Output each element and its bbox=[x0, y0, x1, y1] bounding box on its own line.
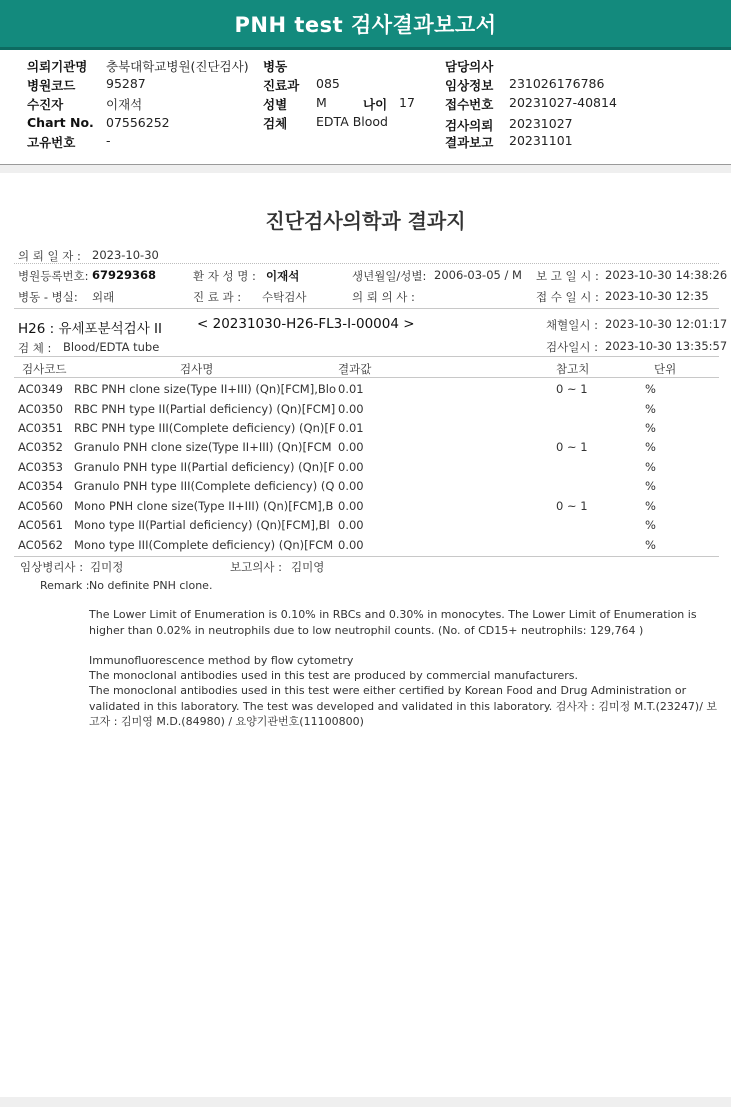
pathologist-label: 임상병리사 : bbox=[20, 560, 84, 574]
table-top-line bbox=[14, 356, 719, 357]
page-bottom-band bbox=[0, 1097, 731, 1107]
table-row bbox=[0, 460, 731, 479]
row-unit: % bbox=[645, 421, 656, 435]
hospital-code-label: 병원코드 bbox=[27, 78, 76, 93]
request-date-label-2: 의 뢰 일 자 : bbox=[18, 249, 81, 263]
hospital-label: 의뢰기관명 bbox=[27, 59, 88, 74]
row-test-name: RBC PNH clone size(Type II+III) (Qn)[FCM],Blo bbox=[74, 382, 336, 396]
row-result: 0.00 bbox=[338, 479, 364, 493]
ward-room-label: 병동 - 병실: bbox=[18, 290, 78, 304]
test-time-label: 검사일시 : bbox=[546, 340, 598, 354]
ward-room-value: 외래 bbox=[92, 290, 115, 304]
row-unit: % bbox=[645, 440, 656, 454]
physician-label: 의 뢰 의 사 : bbox=[352, 290, 415, 304]
row-result: 0.00 bbox=[338, 499, 364, 513]
table-row bbox=[0, 440, 731, 459]
row-result: 0.00 bbox=[338, 460, 364, 474]
collection-time-label: 채혈일시 : bbox=[546, 318, 598, 332]
result-date-label: 결과보고 bbox=[445, 135, 494, 150]
col-header-reference: 참고치 bbox=[556, 362, 590, 376]
table-header-line bbox=[14, 377, 719, 378]
receipt-time-value: 2023-10-30 12:35 bbox=[605, 289, 709, 303]
row-result: 0.00 bbox=[338, 440, 364, 454]
test-time-value: 2023-10-30 13:35:57 bbox=[605, 339, 728, 353]
hospital-code-value: 95287 bbox=[106, 76, 146, 91]
hospital-value: 충북대학교병원(진단검사) bbox=[106, 59, 249, 74]
row-unit: % bbox=[645, 518, 656, 532]
department-value-2: 수탁검사 bbox=[262, 290, 307, 304]
row-code: AC0352 bbox=[18, 440, 63, 454]
report-header-bar bbox=[0, 0, 731, 50]
row-code: AC0560 bbox=[18, 499, 63, 513]
sex-value: M bbox=[316, 95, 327, 110]
receipt-no-value: 20231027-40814 bbox=[509, 95, 617, 110]
request-date-value-2: 2023-10-30 bbox=[92, 248, 159, 262]
row-code: AC0353 bbox=[18, 460, 63, 474]
reporting-doctor-value: 김미영 bbox=[291, 560, 325, 574]
col-header-unit: 단위 bbox=[654, 362, 677, 376]
registration-no-label: 병원등록번호: bbox=[18, 269, 89, 283]
remark-method-line: Immunofluorescence method by flow cytometry bbox=[89, 654, 354, 667]
department-label: 진료과 bbox=[263, 78, 300, 93]
receipt-no-label: 접수번호 bbox=[445, 97, 494, 112]
table-row bbox=[0, 479, 731, 498]
row-test-name: Granulo PNH type II(Partial deficiency) (Qn)[F bbox=[74, 460, 335, 474]
request-info-panel bbox=[0, 53, 731, 165]
row-unit: % bbox=[645, 460, 656, 474]
patient-name-value: 이재석 bbox=[266, 269, 300, 283]
report-time-value: 2023-10-30 14:38:26 bbox=[605, 268, 728, 282]
dob-label: 생년월일/성별: bbox=[352, 269, 427, 283]
request-date-label: 검사의뢰 bbox=[445, 118, 494, 133]
row-unit: % bbox=[645, 499, 656, 513]
col-header-test-name: 검사명 bbox=[180, 362, 214, 376]
table-row bbox=[0, 421, 731, 440]
patient-label: 수진자 bbox=[27, 97, 64, 112]
row-result: 0.00 bbox=[338, 402, 364, 416]
sex-label: 성별 bbox=[263, 97, 288, 112]
table-row bbox=[0, 402, 731, 421]
row-code: AC0562 bbox=[18, 538, 63, 552]
section-divider-line bbox=[14, 308, 719, 309]
row-code: AC0351 bbox=[18, 421, 63, 435]
doctor-label: 담당의사 bbox=[445, 59, 494, 74]
meta-divider bbox=[14, 263, 719, 264]
unique-no-value: - bbox=[106, 133, 111, 148]
row-test-name: Granulo PNH type III(Complete deficiency) (Q bbox=[74, 479, 335, 493]
row-test-name: Mono PNH clone size(Type II+III) (Qn)[FCM],B bbox=[74, 499, 334, 513]
receipt-time-label: 접 수 일 시 : bbox=[536, 290, 599, 304]
remark-label: Remark : bbox=[40, 579, 90, 592]
table-row bbox=[0, 538, 731, 557]
row-test-name: RBC PNH type III(Complete deficiency) (Qn)[F bbox=[74, 421, 336, 435]
row-result: 0.01 bbox=[338, 382, 364, 396]
row-unit: % bbox=[645, 538, 656, 552]
department-label-2: 진 료 과 : bbox=[193, 290, 242, 304]
row-test-name: Mono type III(Complete deficiency) (Qn)[FCM bbox=[74, 538, 334, 552]
row-code: AC0354 bbox=[18, 479, 63, 493]
result-date-value: 20231101 bbox=[509, 133, 573, 148]
patient-name-label: 환 자 성 명 : bbox=[193, 269, 256, 283]
collection-time-value: 2023-10-30 12:01:17 bbox=[605, 317, 728, 331]
section-id: < 20231030-H26-FL3-I-00004 > bbox=[197, 316, 415, 332]
clinical-info-label: 임상정보 bbox=[445, 78, 494, 93]
request-date-value: 20231027 bbox=[509, 116, 573, 131]
specimen-value: EDTA Blood bbox=[316, 114, 388, 129]
row-test-name: Granulo PNH clone size(Type II+III) (Qn)[FCM bbox=[74, 440, 332, 454]
patient-value: 이재석 bbox=[106, 97, 143, 112]
chart-no-value: 07556252 bbox=[106, 115, 170, 130]
row-reference: 0 ~ 1 bbox=[556, 440, 588, 454]
table-row bbox=[0, 499, 731, 518]
specimen-label: 검체 bbox=[263, 116, 288, 131]
row-unit: % bbox=[645, 479, 656, 493]
table-bottom-line bbox=[14, 556, 719, 557]
age-label: 나이 bbox=[363, 97, 388, 112]
registration-no-value: 67929368 bbox=[92, 268, 157, 282]
row-result: 0.00 bbox=[338, 538, 364, 552]
report-header-title: PNH test 검사결과보고서 bbox=[234, 12, 497, 37]
row-unit: % bbox=[645, 382, 656, 396]
row-reference: 0 ~ 1 bbox=[556, 499, 588, 513]
row-test-name: Mono type II(Partial deficiency) (Qn)[FCM],Bl bbox=[74, 518, 330, 532]
row-code: AC0561 bbox=[18, 518, 63, 532]
row-result: 0.00 bbox=[338, 518, 364, 532]
remark-text: No definite PNH clone. bbox=[89, 579, 213, 592]
remark-antibody-line: The monoclonal antibodies used in this test are produced by commercial manufacturers. bbox=[89, 669, 579, 682]
row-reference: 0 ~ 1 bbox=[556, 382, 588, 396]
age-value: 17 bbox=[399, 95, 415, 110]
report-time-label: 보 고 일 시 : bbox=[536, 269, 599, 283]
section-name: H26 : 유세포분석검사 II bbox=[18, 321, 163, 337]
ward-label: 병동 bbox=[263, 59, 288, 74]
row-code: AC0349 bbox=[18, 382, 63, 396]
col-header-code: 검사코드 bbox=[22, 362, 67, 376]
col-header-result: 결과값 bbox=[338, 362, 372, 376]
department-value: 085 bbox=[316, 76, 340, 91]
table-row bbox=[0, 518, 731, 537]
remark-validation-paragraph: The monoclonal antibodies used in this test were either certified by Korean Food and Drug Administration or validated in this laboratory. The test was developed and validated in this laboratory. 검사자 : 김미정 M.T.(23247)/ 보고자 : 김미영 M.D.(84980) / 요양기관번호(11100800) bbox=[89, 684, 718, 728]
chart-no-label: Chart No. bbox=[27, 115, 94, 130]
specimen-value-2: Blood/EDTA tube bbox=[63, 340, 160, 354]
unique-no-label: 고유번호 bbox=[27, 135, 76, 150]
section-divider bbox=[0, 165, 731, 173]
row-unit: % bbox=[645, 402, 656, 416]
pathologist-value: 김미정 bbox=[90, 560, 124, 574]
table-row bbox=[0, 382, 731, 401]
report-title: 진단검사의학과 결과지 bbox=[265, 209, 466, 233]
row-code: AC0350 bbox=[18, 402, 63, 416]
clinical-info-value: 231026176786 bbox=[509, 76, 605, 91]
row-test-name: RBC PNH type II(Partial deficiency) (Qn)[FCM] bbox=[74, 402, 336, 416]
reporting-doctor-label: 보고의사 : bbox=[230, 560, 282, 574]
remark-paragraph-lle: The Lower Limit of Enumeration is 0.10% in RBCs and 0.30% in monocytes. The Lower Limit of Enumeration is higher than 0.02% in neutrophils due to low neutrophil counts. (No. of CD15+ neutrophils: 129,764 ) bbox=[89, 608, 697, 637]
dob-value: 2006-03-05 / M bbox=[434, 268, 522, 282]
row-result: 0.01 bbox=[338, 421, 364, 435]
specimen-label-2: 검 체 : bbox=[18, 341, 52, 355]
